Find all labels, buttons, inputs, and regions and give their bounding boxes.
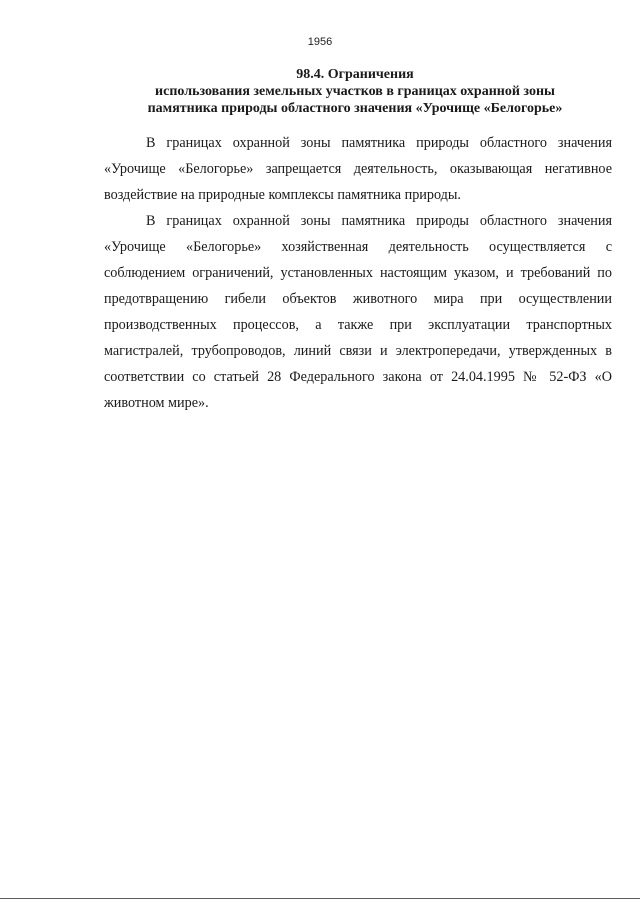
paragraph-1: В границах охранной зоны памятника природы областного значения «Урочище «Белогорье» запрещается деятельность, оказывающая негативное воздействие на природные комплексы памятника природы. — [104, 135, 612, 203]
document-body — [104, 130, 612, 416]
heading-line-2: использования земельных участков в границах охранной зоны — [155, 84, 555, 99]
scan-bottom-edge — [0, 898, 640, 899]
heading-line-1: 98.4. Ограничения — [296, 67, 414, 82]
page-number: 1956 — [307, 36, 333, 48]
heading-line-3: памятника природы областного значения «Урочище «Белогорье» — [147, 101, 563, 116]
paragraph-2: В границах охранной зоны памятника природы областного значения «Урочище «Белогорье» хозяйственная деятельность осуществляется с соблюдением ограничений, установленных настоящим указом, и требований по предотвращению гибели объектов животного мира при осуществлении производственных процессов, а также при эксплуатации транспортных магистралей, трубопроводов, линий связи и электропередачи, утвержденных в соответствии со статьей 28 Федерального закона от 24.04.1995 № 52-ФЗ «О животном мире». — [104, 213, 612, 411]
section-heading — [90, 66, 620, 117]
